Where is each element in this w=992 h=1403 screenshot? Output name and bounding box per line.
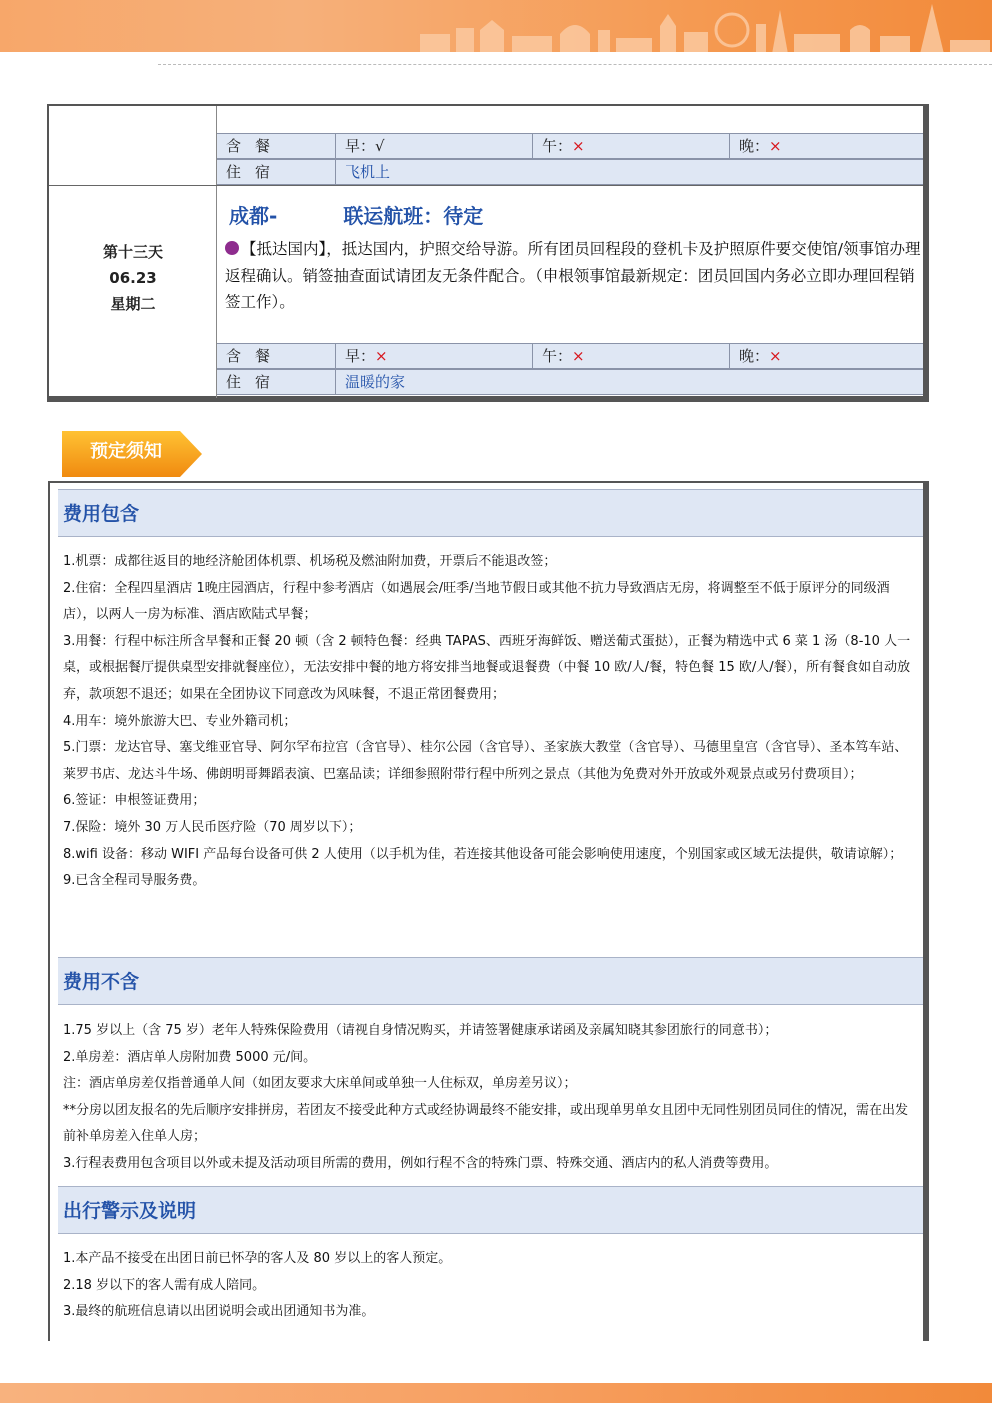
list-item: **分房以团友报名的先后顺序安排拼房，若团友不接受此种方式或经协调最终不能安排，或出现单男单女且团中无同性别团员同住的情况，需在出发前补单房差入住单人房； [63, 1102, 909, 1145]
day13-lunch: 午：× [532, 344, 729, 368]
day13-date: 06.23 [109, 269, 157, 287]
section-body-include [63, 549, 918, 895]
day13-meal-row [217, 343, 923, 369]
list-item: 1.75 岁以上（含 75 岁）老年人特殊保险费用（请视自身情况购买，并请签署健康承诺函及亲属知晓其参团旅行的同意书）； [63, 1023, 778, 1038]
day13-stay-label: 住宿 [226, 373, 285, 391]
day13-weekday: 星期二 [110, 295, 156, 313]
day13-description: 【抵达国内】，抵达国内，护照交给导游。所有团员回程段的登机卡及护照原件要交使馆/领事馆办理返程确认。销签抽查面试请团友无条件配合。（申根领事馆最新规定：团员回国内务必立即办理回程销签工作）。 [225, 240, 921, 311]
itinerary-table [47, 104, 929, 402]
day13-stay-value: 温暖的家 [335, 370, 923, 394]
day13-meal-label: 含餐 [226, 347, 285, 365]
booking-notes-tab [62, 431, 202, 477]
day12-stay-row [217, 159, 923, 185]
bullet-icon [225, 241, 239, 255]
day12-lunch: 午：× [532, 134, 729, 158]
list-item: 2.单房差：酒店单人房附加费 5000 元/间。 [63, 1049, 317, 1065]
list-item: 注：酒店单房差仅指普通单人间（如团友要求大床单间或单独一人住标双，单房差另议）； [63, 1076, 577, 1092]
footer-banner [0, 1383, 992, 1403]
list-item: 9.已含全程司导服务费。 [63, 873, 206, 889]
route-from: 成都- [229, 204, 278, 228]
section-title-warning: 出行警示及说明 [58, 1186, 923, 1234]
day13-stay-row [217, 369, 923, 395]
section-body-warning [63, 1246, 918, 1326]
header-divider [158, 64, 992, 65]
list-item: 7.保险：境外 30 万人民币医疗险（70 周岁以下）； [63, 819, 362, 835]
day12-meal-label: 含餐 [226, 137, 285, 155]
city-skyline-decoration [380, 0, 992, 54]
day13-route [229, 200, 483, 229]
day13-breakfast: 早：× [335, 344, 532, 368]
day12-stay-label: 住宿 [226, 163, 285, 181]
list-item: 8.wifi 设备：移动 WIFI 产品每台设备可供 2 人使用（以手机为佳，若连接其他设备可能会影响使用速度，个别国家或区域无法提供，敬请谅解）； [63, 846, 903, 862]
list-item: 3.用餐：行程中标注所含早餐和正餐 20 顿（含 2 顿特色餐：经典 TAPAS、西班牙海鲜饭、赠送葡式蛋挞），正餐为精选中式 6 菜 1 汤（8-10 人一桌，或根据餐厅提供桌型安排就餐座位），无法安排中餐的地方将安排当地餐或退餐费（中餐 10 欧/人/餐，特色餐 15 欧/人/餐），所有餐食如自动放弃，款项恕不退还；如果在全团协议下同意改为风味餐，不退正常团餐费用； [63, 633, 911, 702]
booking-notes-box [48, 481, 929, 1341]
day12-stay-value: 飞机上 [335, 160, 923, 184]
section-title-include: 费用包含 [58, 489, 923, 537]
list-item: 1.机票：成都往返目的地经济舱团体机票、机场税及燃油附加费，开票后不能退改签； [63, 554, 557, 569]
day13-day-name: 第十三天 [102, 243, 163, 261]
list-item: 5.门票：龙达官导、塞戈维亚官导、阿尔罕布拉宫（含官导）、桂尔公园（含官导）、圣家族大教堂（含官导）、马德里皇宫（含官导）、圣本笃车站、莱罗书店、龙达斗牛场、佛朗明哥舞蹈表演、巴塞品读；详细参照附带行程中所列之景点（其他为免费对外开放或外观景点或另付费项目）； [63, 740, 908, 782]
list-item: 6.签证：申根签证费用； [63, 793, 206, 809]
list-item: 4.用车：境外旅游大巴、专业外籍司机； [63, 713, 297, 729]
day13-dinner: 晚：× [729, 344, 923, 368]
list-item: 2.住宿：全程四星酒店 1晚庄园酒店，行程中参考酒店（如遇展会/旺季/当地节假日或其他不抗力导致酒店无房，将调整至不低于原评分的同级酒店），以两人一房为标准、酒店欧陆式早餐； [63, 580, 890, 623]
tab-label: 预定须知 [90, 441, 162, 462]
day12-meal-row [217, 133, 923, 159]
list-item: 3.最终的航班信息请以出团说明会或出团通知书为准。 [63, 1304, 375, 1320]
list-item: 2.18 岁以下的客人需有成人陪同。 [63, 1277, 266, 1293]
day12-dinner: 晚：× [729, 134, 923, 158]
day12-breakfast: 早：√ [335, 134, 532, 158]
section-title-exclude: 费用不含 [58, 957, 923, 1005]
route-flight: 联运航班：待定 [343, 204, 484, 228]
day12-day-cell [49, 106, 217, 186]
section-body-exclude [63, 1018, 918, 1178]
list-item: 1.本产品不接受在出团日前已怀孕的客人及 80 岁以上的客人预定。 [63, 1251, 452, 1266]
list-item: 3.行程表费用包含项目以外或未提及活动项目所需的费用，例如行程不含的特殊门票、特殊交通、酒店内的私人消费等费用。 [63, 1155, 778, 1171]
